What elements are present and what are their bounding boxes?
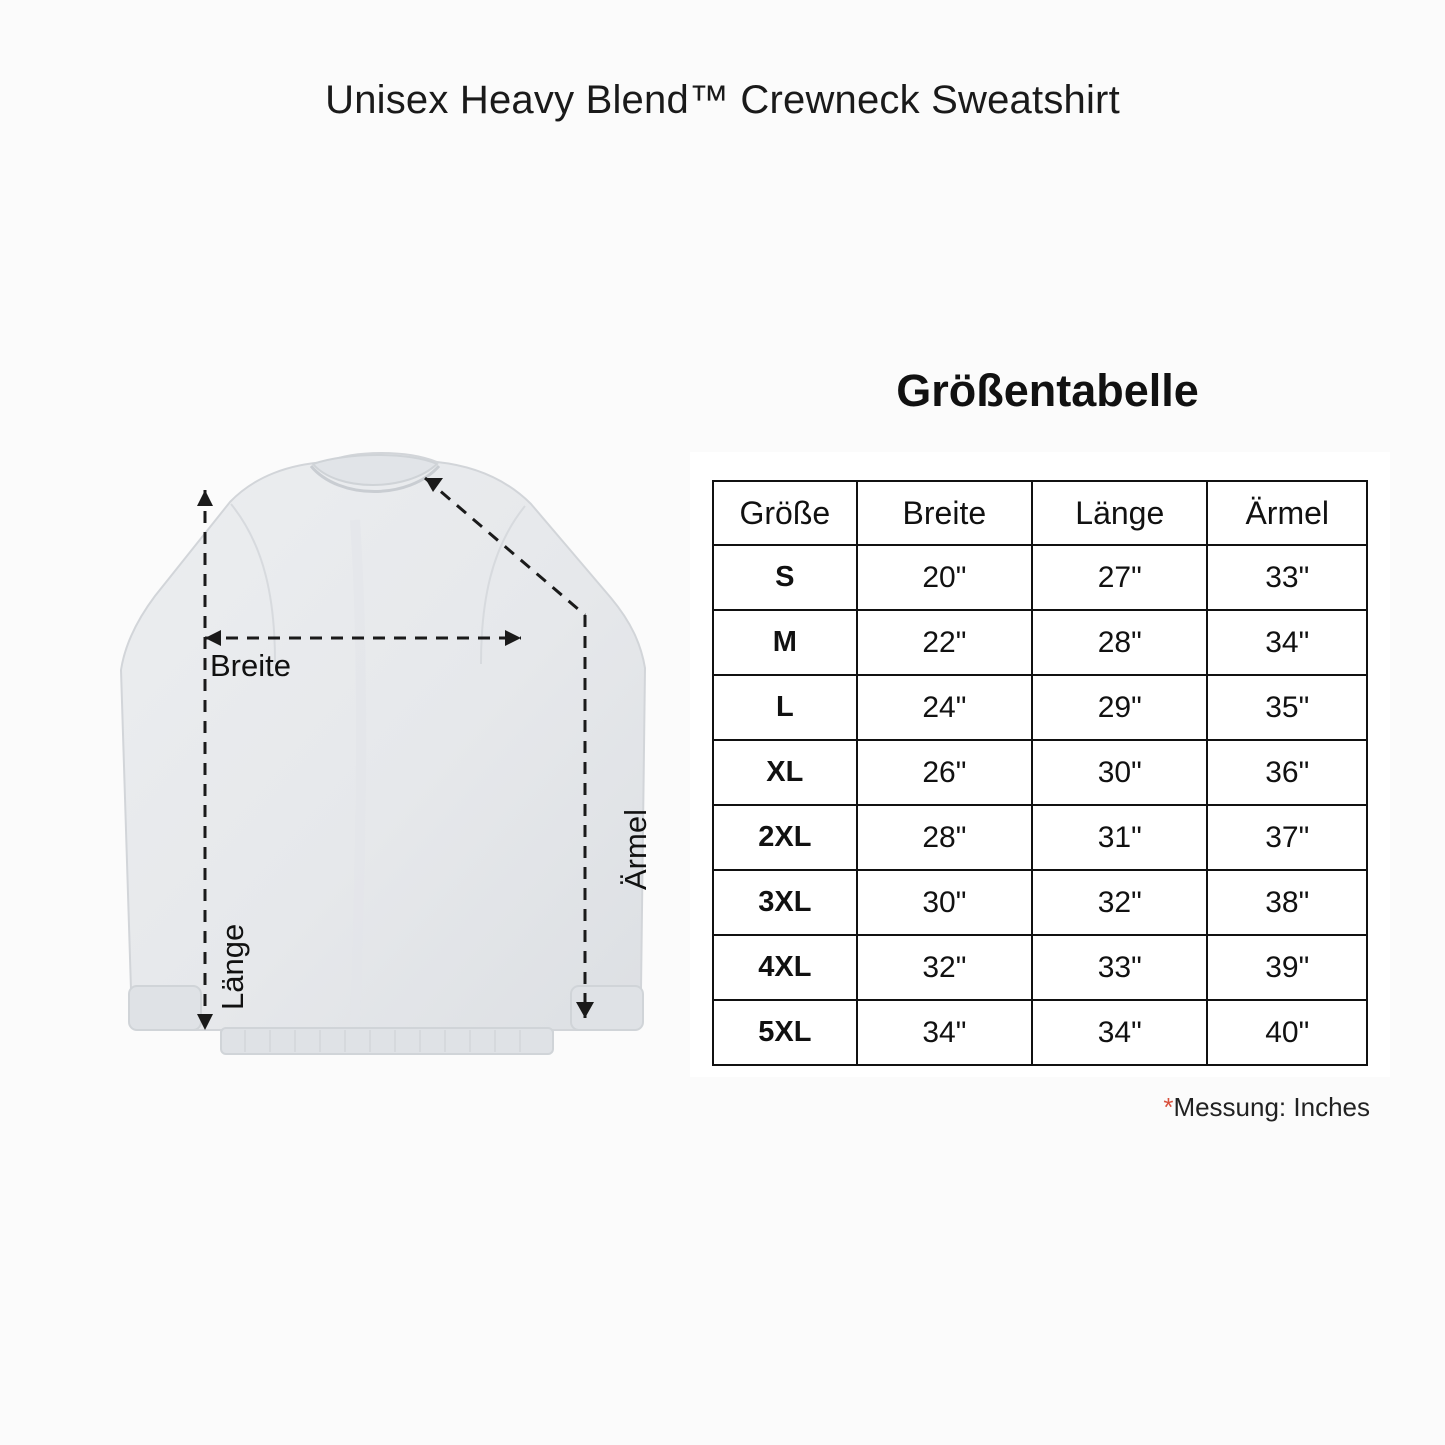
cell-length: 28" — [1032, 610, 1207, 675]
cell-width: 24" — [857, 675, 1032, 740]
table-row — [713, 935, 1367, 1000]
cell-sleeve: 39" — [1207, 935, 1367, 1000]
sweatshirt-drawing — [55, 430, 695, 1130]
cell-size: S — [713, 545, 857, 610]
note-text: Messung: Inches — [1173, 1092, 1370, 1122]
cell-length: 30" — [1032, 740, 1207, 805]
cell-size: M — [713, 610, 857, 675]
cell-width: 34" — [857, 1000, 1032, 1065]
column-header-sleeve: Ärmel — [1207, 481, 1367, 545]
cell-length: 29" — [1032, 675, 1207, 740]
cell-length: 27" — [1032, 545, 1207, 610]
table-header-row — [713, 481, 1367, 545]
cell-length: 33" — [1032, 935, 1207, 1000]
column-header-size: Größe — [713, 481, 857, 545]
sleeve-dimension-label: Ärmel — [618, 809, 653, 890]
cell-size: XL — [713, 740, 857, 805]
width-dimension-label: Breite — [210, 648, 291, 683]
cell-length: 34" — [1032, 1000, 1207, 1065]
table-row — [713, 740, 1367, 805]
cell-width: 26" — [857, 740, 1032, 805]
cell-size: L — [713, 675, 857, 740]
measurement-note — [1163, 1092, 1370, 1123]
table-row — [713, 610, 1367, 675]
table-row — [713, 1000, 1367, 1065]
table-row — [713, 675, 1367, 740]
note-asterisk: * — [1163, 1092, 1174, 1122]
column-header-length: Länge — [1032, 481, 1207, 545]
cell-size: 5XL — [713, 1000, 857, 1065]
cell-width: 22" — [857, 610, 1032, 675]
table-row — [713, 870, 1367, 935]
cell-length: 31" — [1032, 805, 1207, 870]
cell-sleeve: 40" — [1207, 1000, 1367, 1065]
cell-size: 3XL — [713, 870, 857, 935]
cell-width: 30" — [857, 870, 1032, 935]
cell-sleeve: 34" — [1207, 610, 1367, 675]
column-header-width: Breite — [857, 481, 1032, 545]
cell-sleeve: 33" — [1207, 545, 1367, 610]
table-row — [713, 805, 1367, 870]
cell-size: 4XL — [713, 935, 857, 1000]
cell-length: 32" — [1032, 870, 1207, 935]
cell-width: 28" — [857, 805, 1032, 870]
size-chart-table — [712, 480, 1368, 1066]
page-title: Unisex Heavy Blend™ Crewneck Sweatshirt — [325, 78, 1120, 122]
cell-sleeve: 37" — [1207, 805, 1367, 870]
cell-width: 32" — [857, 935, 1032, 1000]
table-row — [713, 545, 1367, 610]
cell-sleeve: 38" — [1207, 870, 1367, 935]
size-chart-heading: Größentabelle — [896, 365, 1199, 416]
cell-sleeve: 35" — [1207, 675, 1367, 740]
length-dimension-label: Länge — [215, 923, 250, 1010]
cell-sleeve: 36" — [1207, 740, 1367, 805]
cell-size: 2XL — [713, 805, 857, 870]
garment-illustration — [55, 430, 695, 1130]
cell-width: 20" — [857, 545, 1032, 610]
